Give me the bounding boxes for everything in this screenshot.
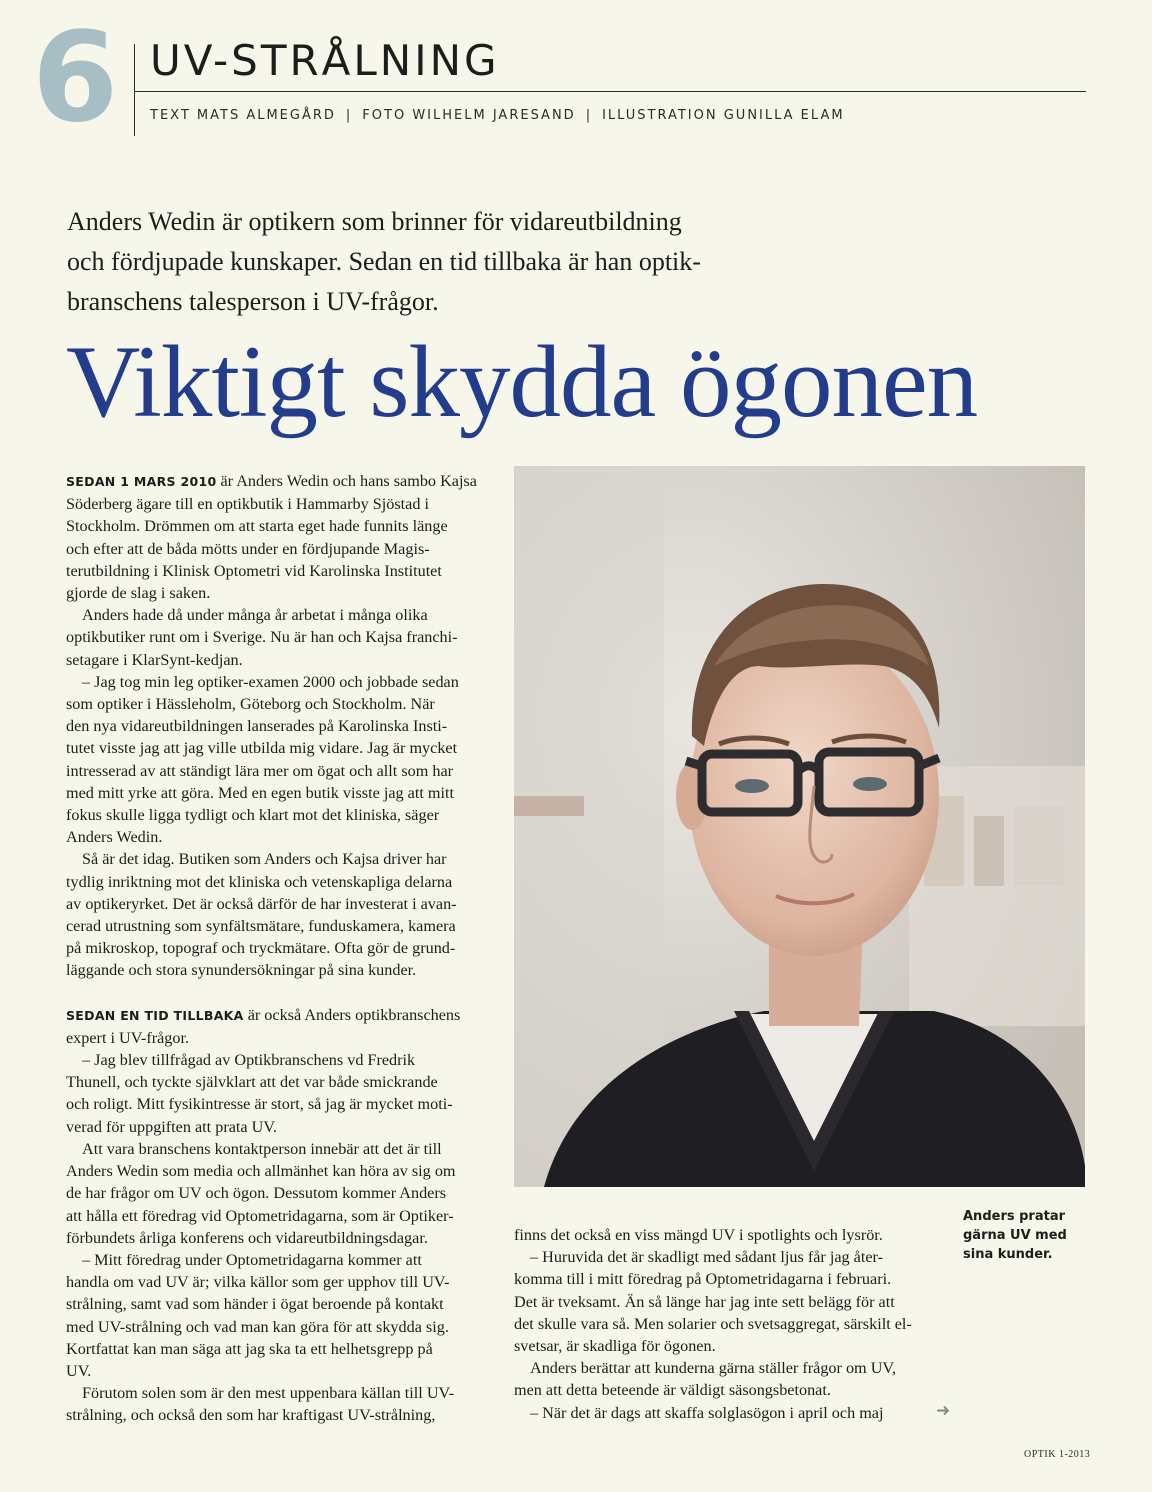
body-line (66, 649, 496, 671)
body-text: den nya vidareutbildningen lanserades på Karolinska Insti- (66, 717, 448, 736)
photo-caption (963, 1207, 1083, 1264)
body-line (66, 1071, 496, 1093)
body-text: tydlig inriktning mot det kliniska och vetenskapliga delarna (66, 872, 453, 891)
body-text: handla om vad UV är; vilka källor som ger upphov till UV- (66, 1273, 450, 1292)
body-text: förbundets årliga konferens och vidareutbildningsdagar. (66, 1228, 428, 1247)
caption-line: gärna UV med (963, 1228, 1067, 1243)
body-paragraph (514, 1402, 934, 1424)
intro-line: branschens talesperson i UV-frågor. (67, 287, 439, 316)
body-text: UV. (66, 1361, 92, 1380)
body-line (66, 1093, 496, 1115)
body-line (66, 1027, 496, 1049)
body-line (66, 1249, 496, 1271)
body-paragraph (66, 848, 496, 981)
body-text: tutet visste jag att jag ville utbilda mig vidare. Jag är mycket (66, 739, 458, 758)
body-text: Att vara branschens kontaktperson innebär att det är till (82, 1139, 442, 1158)
body-line (66, 1382, 496, 1404)
body-text: som optiker i Hässleholm, Göteborg och Stockholm. När (66, 695, 435, 714)
body-line (66, 871, 496, 893)
body-line (66, 959, 496, 981)
body-text: strålning, och också den som har kraftigast UV-strålning, (66, 1406, 436, 1425)
body-text: är också Anders optikbranschens (243, 1005, 461, 1024)
body-text: cerad utrustning som synfältsmätare, funduskamera, kamera (66, 917, 456, 936)
body-line (514, 1224, 934, 1246)
body-text: setagare i KlarSynt-kedjan. (66, 650, 243, 669)
portrait-illustration (514, 466, 1085, 1187)
body-line (66, 715, 496, 737)
body-text: med UV-strålning och vad man kan göra för att skydda sig. (66, 1317, 449, 1336)
body-line (66, 671, 496, 693)
body-paragraph (66, 1138, 496, 1249)
body-line (514, 1246, 934, 1268)
body-text: Anders hade då under många år arbetat i många olika (82, 606, 428, 625)
body-text: de har frågor om UV och ögon. Dessutom kommer Anders (66, 1184, 447, 1203)
body-paragraph (66, 1249, 496, 1382)
body-text: Kortfattat kan man säga att jag ska ta ett helhetsgrepp på (66, 1339, 433, 1358)
body-text: terutbildning i Klinisk Optometri vid Karolinska Institutet (66, 561, 442, 580)
body-text: intresserad av att ständigt lära mer om ögat och allt som har (66, 761, 454, 780)
horizontal-rule (134, 91, 1086, 92)
vertical-rule (134, 44, 135, 136)
section-title: UV-STRÅLNING (150, 36, 500, 85)
page-folio: OPTIK 1-2013 (1024, 1449, 1091, 1460)
body-paragraph (66, 1382, 496, 1426)
body-line (514, 1357, 934, 1379)
body-paragraph (66, 671, 496, 849)
body-line (66, 1271, 496, 1293)
body-line (66, 1205, 496, 1227)
body-paragraph (66, 1004, 496, 1049)
body-line (514, 1291, 934, 1313)
body-text: svetsar, är skadliga för ögonen. (514, 1337, 716, 1356)
body-text: – Jag tog min leg optiker-examen 2000 och jobbade sedan (82, 672, 459, 691)
body-text: av optikeryrket. Det är också därför de har investerat i avan- (66, 894, 457, 913)
body-line (66, 826, 496, 848)
body-line (66, 582, 496, 604)
body-text: – Jag blev tillfrågad av Optikbranschens vd Fredrik (82, 1051, 416, 1070)
body-line (66, 1404, 496, 1426)
body-line (66, 1004, 496, 1027)
body-text: – När det är dags att skaffa solglasögon i april och maj (530, 1403, 884, 1422)
body-line (66, 626, 496, 648)
body-line (514, 1335, 934, 1357)
body-text: strålning, samt vad som händer i ögat beroende på kontakt (66, 1295, 444, 1314)
body-text: Förutom solen som är den mest uppenbara källan till UV- (82, 1384, 455, 1403)
body-line (66, 1227, 496, 1249)
body-column-right (514, 1224, 934, 1424)
body-line (66, 693, 496, 715)
body-line (66, 560, 496, 582)
body-text: gjorde de slag i saken. (66, 584, 211, 603)
body-paragraph (514, 1246, 934, 1357)
body-text: Anders Wedin som media och allmänhet kan höra av sig om (66, 1162, 456, 1181)
caption-line: sina kunder. (963, 1247, 1053, 1262)
body-text: verad för uppgiften att prata UV. (66, 1117, 277, 1136)
body-line (514, 1268, 934, 1290)
body-line (66, 493, 496, 515)
credits-line: TEXT MATS ALMEGÅRD | FOTO WILHELM JARESAND | ILLUSTRATION GUNILLA ELAM (150, 108, 845, 123)
body-line (514, 1402, 934, 1424)
body-line (514, 1313, 934, 1335)
run-in-heading: SEDAN EN TID TILLBAKA (66, 1007, 244, 1023)
body-text: Så är det idag. Butiken som Anders och Kajsa driver har (82, 850, 447, 869)
body-text: Det är tveksamt. Än så länge har jag inte sett belägg för att (514, 1292, 895, 1311)
body-text: finns det också en viss mängd UV i spotlights och lysrör. (514, 1226, 883, 1244)
body-line (66, 893, 496, 915)
arrow-right-icon: ➜ (936, 1401, 951, 1421)
body-line (66, 1293, 496, 1315)
body-line (66, 1049, 496, 1071)
body-column-left (66, 470, 496, 1427)
body-text: på mikroskop, topograf och tryckmätare. Ofta gör de grund- (66, 939, 456, 958)
body-text: det skulle vara så. Men solarier och svetsaggregat, särskilt el- (514, 1314, 912, 1333)
body-text: att hålla ett föredrag vid Optometridagarna, som är Optiker- (66, 1206, 454, 1225)
body-line (66, 937, 496, 959)
body-line (66, 848, 496, 870)
body-line (514, 1379, 934, 1401)
body-text: – Huruvida det är skadligt med sådant ljus får jag åter- (530, 1248, 883, 1267)
body-line (66, 1116, 496, 1138)
body-line (66, 515, 496, 537)
run-in-heading: SEDAN 1 MARS 2010 (66, 474, 217, 489)
body-line (66, 1316, 496, 1338)
credit-photo: FOTO WILHELM JARESAND (362, 108, 576, 123)
body-text: Thunell, och tyckte självklart att det var både smickrande (66, 1073, 438, 1092)
body-line (66, 604, 496, 626)
body-line (66, 538, 496, 560)
body-line (66, 737, 496, 759)
portrait-photo (514, 466, 1085, 1187)
body-line (66, 1360, 496, 1382)
body-text: expert i UV-frågor. (66, 1028, 190, 1047)
credit-text: TEXT MATS ALMEGÅRD (150, 108, 336, 123)
body-paragraph (514, 1224, 934, 1246)
headline: Viktigt skydda ögonen (66, 325, 978, 439)
body-line (66, 915, 496, 937)
body-text: Anders Wedin. (66, 828, 163, 847)
body-paragraph (514, 1357, 934, 1401)
body-text: komma till i mitt föredrag på Optometridagarna i februari. (514, 1270, 892, 1289)
body-text: optikbutiker runt om i Sverige. Nu är han och Kajsa franchi- (66, 628, 458, 647)
body-paragraph (66, 1049, 496, 1138)
body-text: med mitt yrke att göra. Med en egen butik visste jag att mitt (66, 783, 454, 802)
body-line (66, 1338, 496, 1360)
body-text: – Mitt föredrag under Optometridagarna kommer att (82, 1250, 422, 1269)
body-text: är Anders Wedin och hans sambo Kajsa (216, 472, 477, 490)
intro-paragraph (67, 202, 807, 322)
body-text: Stockholm. Drömmen om att starta eget hade funnits länge (66, 517, 448, 536)
body-text: läggande och stora synundersökningar på sina kunder. (66, 961, 417, 980)
body-text: men att detta beteende är väldigt säsongsbetonat. (514, 1381, 831, 1400)
body-paragraph (66, 470, 496, 604)
body-line (66, 782, 496, 804)
intro-line: Anders Wedin är optikern som brinner för vidareutbildning (67, 207, 682, 236)
body-line (66, 1182, 496, 1204)
body-line (66, 470, 496, 493)
body-line (66, 1160, 496, 1182)
body-text: Anders berättar att kunderna gärna ställer frågor om UV, (530, 1359, 897, 1378)
body-line (66, 804, 496, 826)
body-text: Söderberg ägare till en optikbutik i Hammarby Sjöstad i (66, 495, 429, 514)
body-text: och efter att de båda mötts under en fördjupande Magis- (66, 539, 430, 558)
section-number: 6 (32, 6, 115, 150)
body-line (66, 760, 496, 782)
credit-illustration: ILLUSTRATION GUNILLA ELAM (602, 108, 845, 123)
body-text: och roligt. Mitt fysikintresse är stort, så jag är mycket moti- (66, 1095, 453, 1114)
body-paragraph (66, 604, 496, 671)
body-line (66, 1138, 496, 1160)
caption-line: Anders pratar (963, 1209, 1066, 1224)
body-text: fokus skulle ligga tydligt och klart mot det kliniska, säger (66, 806, 440, 825)
intro-line: och fördjupade kunskaper. Sedan en tid tillbaka är han optik- (67, 247, 701, 276)
